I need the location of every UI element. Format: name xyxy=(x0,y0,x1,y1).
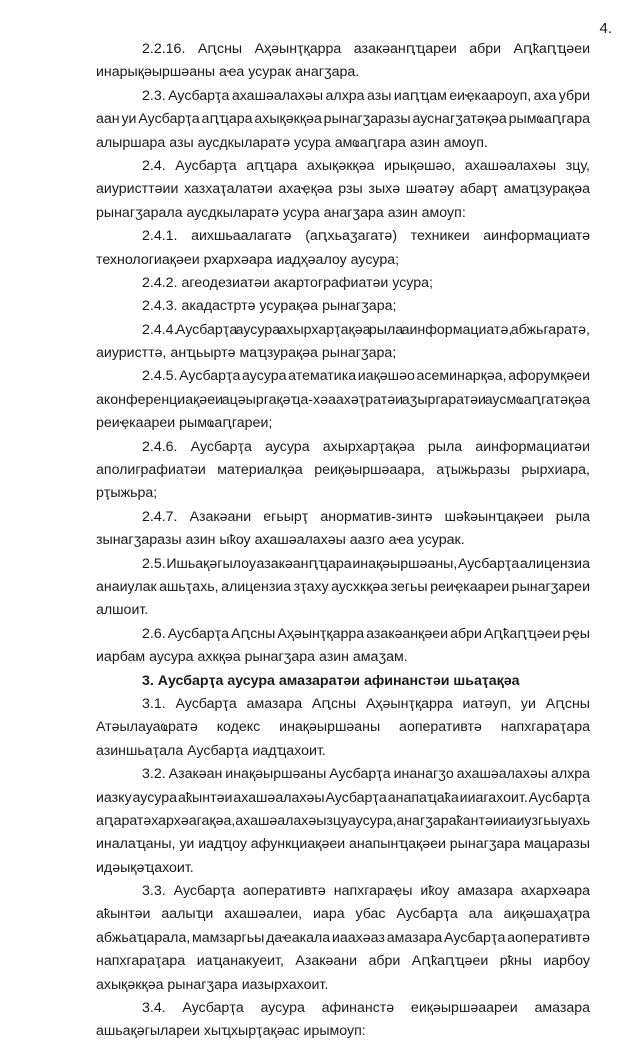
text-line: азиншьаҭала Аусбарҭа иадҵахоит. xyxy=(96,742,326,759)
text-line: иазку аусура аҟынтәи ахашәалахәы Аусбарҭа анапаҵаҟа ииагахоит. Аусбарҭа xyxy=(96,789,590,806)
text-line: 3.3. Аусбарҭа аоперативтә напхгараҿы иҟоу амазара ахархәара xyxy=(142,883,590,900)
paragraph xyxy=(96,85,590,155)
text-line: аԥаратә хархәагақәа, ахашәалахәы зцу аусура, анагӡараҟантәи иаиузгьы уахь xyxy=(96,812,590,829)
text-line: 3.4. Аусбарҭа аусура афинанстә еиқәыршәаареи амазара xyxy=(142,1000,590,1017)
paragraph xyxy=(96,506,590,553)
paragraph xyxy=(96,763,590,880)
text-line: алшоит. xyxy=(96,602,149,619)
text-line: 2.4.1. аихшьаалагатә (аԥхьаӡагатә) техникеи аинформациатә xyxy=(142,228,590,245)
document-body xyxy=(96,38,590,1044)
text-line: аан уи Аусбарҭа аԥҵара ахықәкқәа рынагӡаразы ауснагӡатәқәа рымҩаԥгара xyxy=(96,111,590,128)
paragraph xyxy=(96,155,590,225)
text-line: 2.4.2. агеодезиатәи акартографиатәи усура; xyxy=(142,274,433,291)
text-line: абжьаҵарала, мамзаргьы даҽакала иаахәаз амазара Аусбарҭа аоперативтә xyxy=(96,929,590,946)
paragraph xyxy=(96,997,590,1044)
text-line: 2.4.5. Аусбарҭа аусура атематика иақәшәо асеминарқәа, афорумқәеи xyxy=(142,368,590,385)
text-line: аиуристтә, анҵьыртә маҵзурақәа рынагӡара; xyxy=(96,345,397,362)
text-line: 2.5. Ишьақәгылоу азакәанԥҵара инақәыршәаны, Аусбарҭа алицензиа xyxy=(142,555,590,572)
text-line: 2.2.16. Аԥсны Аҳәынҭқарра азакәанԥҵареи абри Аԥҟаԥҵәеи xyxy=(142,41,590,57)
text-line: аҟынтәи аалыҵи ахашәалеи, иара убас Аусбарҭа ала аиқәшаҳаҭра xyxy=(96,906,590,923)
text-line: инарықәыршәаны аҽа усурак анагӡара. xyxy=(96,64,360,81)
text-line: 3.2. Азакәан инақәыршәаны Аусбарҭа инанагӡо ахашәалахәы алхра xyxy=(142,766,590,783)
page-number: 4. xyxy=(599,20,612,37)
text-line: аиуристтәии хазхаҭалатәи ахаҿқәа рзы зыхә шәатәу абарҭ амаҵзурақәа xyxy=(96,181,590,198)
text-line: ашьақәгылареи хыҵхырҭақәас ирымоуп: xyxy=(96,1023,366,1040)
text-line: анаиулак ашьҭахь, алицензиа зҭаху аусхкқәа зегьы реиҿкаареи рынагӡареи xyxy=(96,578,590,595)
paragraph xyxy=(96,880,590,997)
paragraph xyxy=(96,553,590,623)
paragraph xyxy=(96,365,590,435)
text-line: аконференциақәеи ацәыргақәҵа-хәаахәҭратәи аӡыргаратәи аусмҩаԥгатәқәа xyxy=(96,391,590,408)
paragraph xyxy=(96,623,590,670)
text-line: 2.3. Аусбарҭа ахашәалахәы алхра азы иаԥҵам еиҿкаароуп, аха убри xyxy=(142,87,590,104)
text-line: 2.4.6. Аусбарҭа аусура ахырхарҭақәа рыла аинформациатәи xyxy=(142,438,590,455)
text-line: рынагӡарала аусдкыларатә усура анагӡара азин амоуп: xyxy=(96,204,466,221)
paragraph xyxy=(96,436,590,506)
text-line: 2.4.3. акадастртә усурақәа рынагӡара; xyxy=(142,298,397,315)
text-line: рҭыжьра; xyxy=(96,485,158,502)
text-line: 2.4.4. Аусбарҭа аусура ахырхарҭақәа рыла аинформациатә, абжьгаратә, xyxy=(142,321,590,338)
text-line: алыршара азы аусдкыларатә усура амҩаԥгара азин амоуп. xyxy=(96,134,488,151)
text-line: зынагӡаразы азин ыҟоу ахашәалахәы аазго аҽа усурак. xyxy=(96,532,465,549)
text-line: 2.4.7. Азакәани егьырҭ анорматив-зинтә шәҟәынҵақәеи рыла xyxy=(142,508,590,525)
text-line: 2.6. Аусбарҭа Аԥсны Аҳәынҭқарра азакәанқәеи абри Аԥҟаԥҵәеи рҿы xyxy=(142,625,590,642)
text-line: технологиақәеи рхархәара иадҳәалоу аусура; xyxy=(96,251,400,268)
text-line: иарбам аусура ахкқәа рынагӡара азин амаӡам. xyxy=(96,649,408,666)
paragraph xyxy=(96,38,590,85)
text-line: напхгараҭара иаҵанакуеит, Азакәани абри Аԥҟаԥҵәеи рҟны иарбоу xyxy=(96,953,590,970)
text-line: аполиграфиатәи материалқәа реиқәыршәаара, аҭыжьразы рырхиара, xyxy=(96,462,590,479)
paragraph xyxy=(96,693,590,763)
text-line: 2.4. Аусбарҭа аԥҵара ахықәкқәа ирықәшәо, ахашәалахәы зцу, xyxy=(142,157,590,174)
section-heading xyxy=(96,670,590,693)
paragraph xyxy=(96,319,590,366)
paragraph xyxy=(96,225,590,272)
text-line: ахықәкқәа рынагӡара иазырхахоит. xyxy=(96,976,329,993)
text-line: 3. Аусбарҭа аусура амазаратәи афинанстәи шьаҭақәа xyxy=(142,672,520,689)
paragraph xyxy=(96,272,590,295)
text-line: идәықәҵахоит. xyxy=(96,859,194,876)
text-line: Атәылауаҩратә кодекс инақәыршәаны аоперативтә напхгараҭара xyxy=(96,719,590,736)
text-line: реиҿкаареи рымҩаԥгареи; xyxy=(96,415,273,432)
text-line: иналаҵаны, уи иадҵоу афункциақәеи анапынҵақәеи рынагӡара мацаразы xyxy=(96,836,590,853)
paragraph xyxy=(96,295,590,318)
text-line: 3.1. Аусбарҭа амазара Аԥсны Аҳәынҭқарра иатәуп, уи Аԥсны xyxy=(142,695,590,712)
